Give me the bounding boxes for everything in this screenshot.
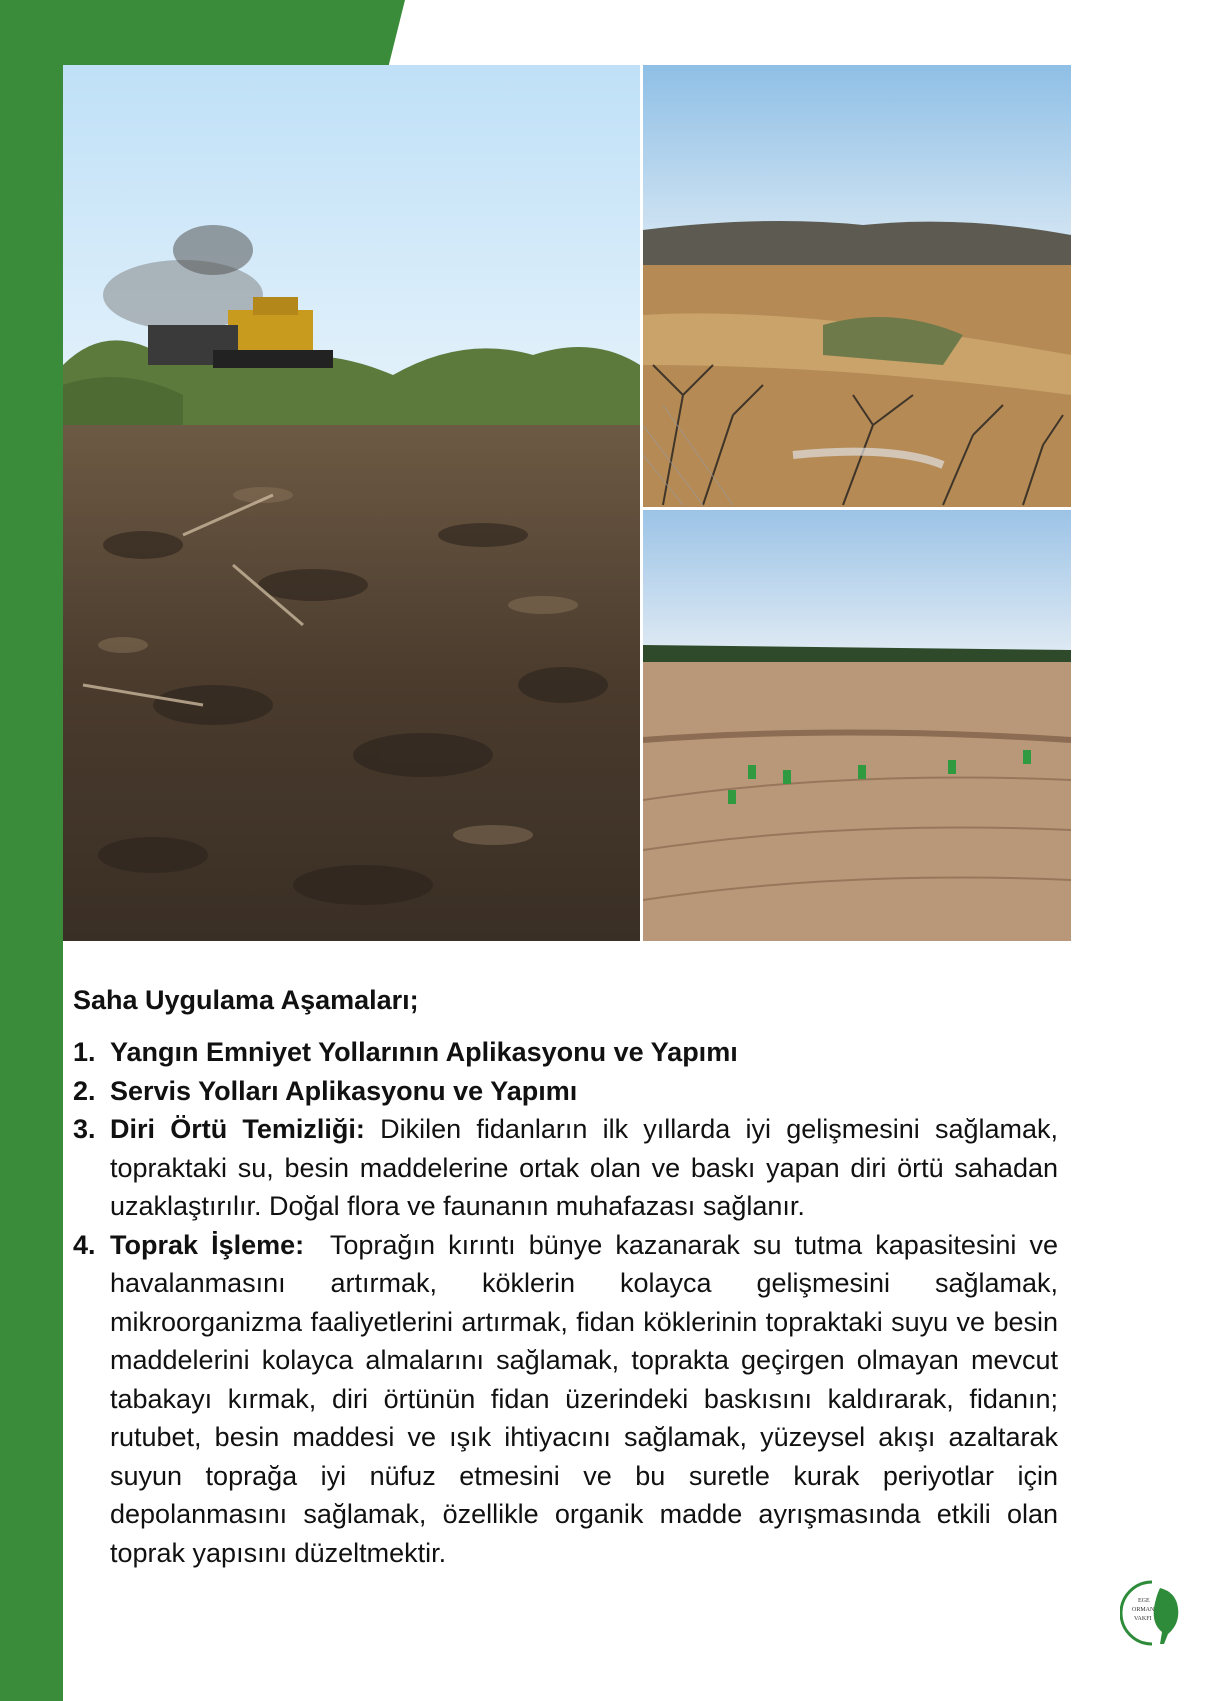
logo-line1: EGE [1138,1598,1150,1604]
item-title: Servis Yolları Aplikasyonu ve Yapımı [110,1075,578,1106]
list-item [73,1033,1058,1072]
item-number: 1. [73,1037,96,1067]
item-title: Yangın Emniyet Yollarının Aplikasyonu ve Yapımı [110,1037,738,1067]
item-title: Toprak İşleme: [110,1229,305,1260]
item-number: 4. [73,1229,96,1260]
list-item [73,1110,1066,1226]
planting-workers-photo [643,510,1071,941]
section-heading: Saha Uygulama Aşamaları; [73,985,419,1015]
list-item [73,1226,1074,1573]
top-accent-tab [0,0,405,65]
left-accent-bar [0,0,63,1701]
item-number: 3. [73,1114,96,1144]
logo-line2: ORMAN [1132,1607,1155,1613]
item-text: Dikilen fidanların ilk yıllarda iyi gelişmesini sağlamak, topraktaki su, besin maddelerine ortak olan ve baskı yapan diri örtü sahadan uzaklaştırılır. Doğal flora ve faunanın muhafazası sağlanır. [110,1114,1066,1221]
item-text: Toprağın kırıntı bünye kazanarak su tutma kapasitesini ve havalanmasını artırmak, köklerin kolayca gelişmesini sağlamak, mikroorganizma faaliyetlerini artırmak, fidan köklerinin topraktaki suyu ve besin maddelerini kolayca almalarını sağlamak, toprakta geçirgen olmayan mevcut tabakayı kırmak, diri örtünün fidan üzerindeki baskısını kaldırarak, fidanın; rutubet, besin maddesi ve ışık ihtiyacını sağlamak, yüzeysel akışı azaltarak suyun toprağa iyi nüfuz etmesini ve bu suretle kurak periyotlar için depolanmasını sağlamak, özellikle organik madde ayrışmasında etkili olan toprak yapısını düzeltmektir. [110,1229,1074,1568]
bulldozer-clearing-photo [63,65,640,941]
logo-line3: VAKFI [1134,1616,1152,1622]
item-number: 2. [73,1075,96,1106]
ege-orman-vakfi-logo [1120,1578,1184,1650]
steps-list [73,1033,1074,1572]
content-block [73,983,1074,1572]
item-title: Diri Örtü Temizliği: [110,1114,365,1144]
list-item [73,1072,1058,1111]
burned-area-photo [643,65,1071,507]
